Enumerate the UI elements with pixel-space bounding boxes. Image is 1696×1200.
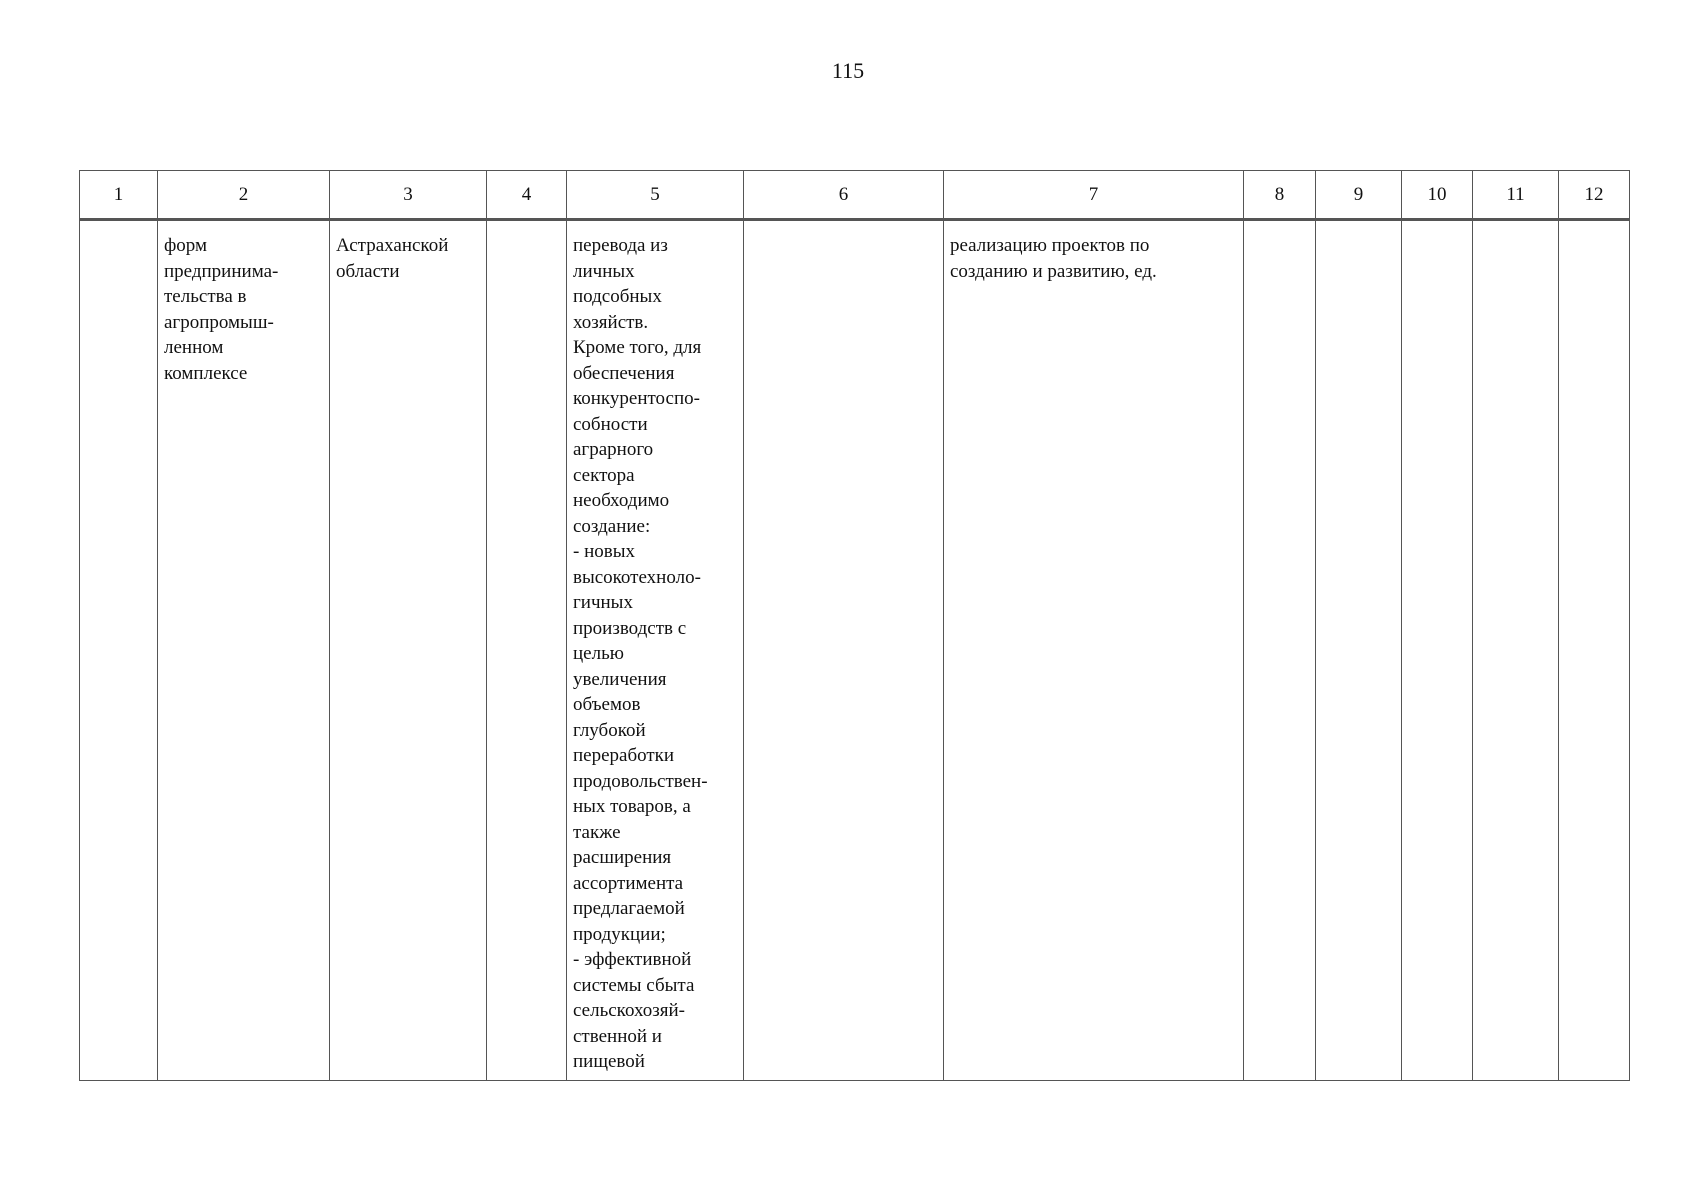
column-header-4: 4 [487, 171, 567, 220]
column-header-6: 6 [744, 171, 944, 220]
cell-text [744, 221, 943, 233]
cell-text [80, 221, 157, 233]
cell-text [487, 221, 566, 233]
cell-text [1316, 221, 1401, 233]
cell-text: форм предпринима- тельства в агропромыш- ленном комплексе [164, 235, 279, 384]
column-header-10: 10 [1402, 171, 1473, 220]
cell-col-6 [744, 220, 944, 1081]
cell-text [1244, 221, 1315, 233]
cell-col-8 [1244, 220, 1316, 1081]
cell-text: Астраханской области [336, 235, 449, 282]
column-header-7: 7 [944, 171, 1244, 220]
cell-text [1473, 221, 1558, 233]
cell-col-4 [487, 220, 567, 1081]
column-header-3: 3 [330, 171, 487, 220]
table-row [80, 220, 1630, 1081]
cell-text [1402, 221, 1472, 233]
column-header-1: 1 [80, 171, 158, 220]
cell-col-1 [80, 220, 158, 1081]
column-header-11: 11 [1473, 171, 1559, 220]
cell-col-12 [1559, 220, 1630, 1081]
column-header-2: 2 [158, 171, 330, 220]
cell-col-3 [330, 220, 487, 1081]
cell-col-5 [567, 220, 744, 1081]
cell-col-2 [158, 220, 330, 1081]
cell-col-11 [1473, 220, 1559, 1081]
data-table [79, 170, 1630, 1081]
table-header-row [80, 171, 1630, 220]
cell-text: перевода из личных подсобных хозяйств. Кроме того, для обеспечения конкурентоспо- собности аграрного сектора необходимо создание: - новых высокотехноло- гичных производств с целью увеличения объемов глубокой переработки продовольствен- ных товаров, а также расширения ассортимента предлагаемой продукции; - эффективной системы сбыта сельскохозяй- ственной и пищевой [573, 235, 708, 1072]
column-header-9: 9 [1316, 171, 1402, 220]
column-header-12: 12 [1559, 171, 1630, 220]
cell-text: реализацию проектов по созданию и развитию, ед. [950, 235, 1157, 282]
column-header-5: 5 [567, 171, 744, 220]
cell-col-7 [944, 220, 1244, 1081]
cell-text [1559, 221, 1629, 233]
page-number: 115 [831, 58, 865, 83]
column-header-8: 8 [1244, 171, 1316, 220]
cell-col-10 [1402, 220, 1473, 1081]
cell-col-9 [1316, 220, 1402, 1081]
